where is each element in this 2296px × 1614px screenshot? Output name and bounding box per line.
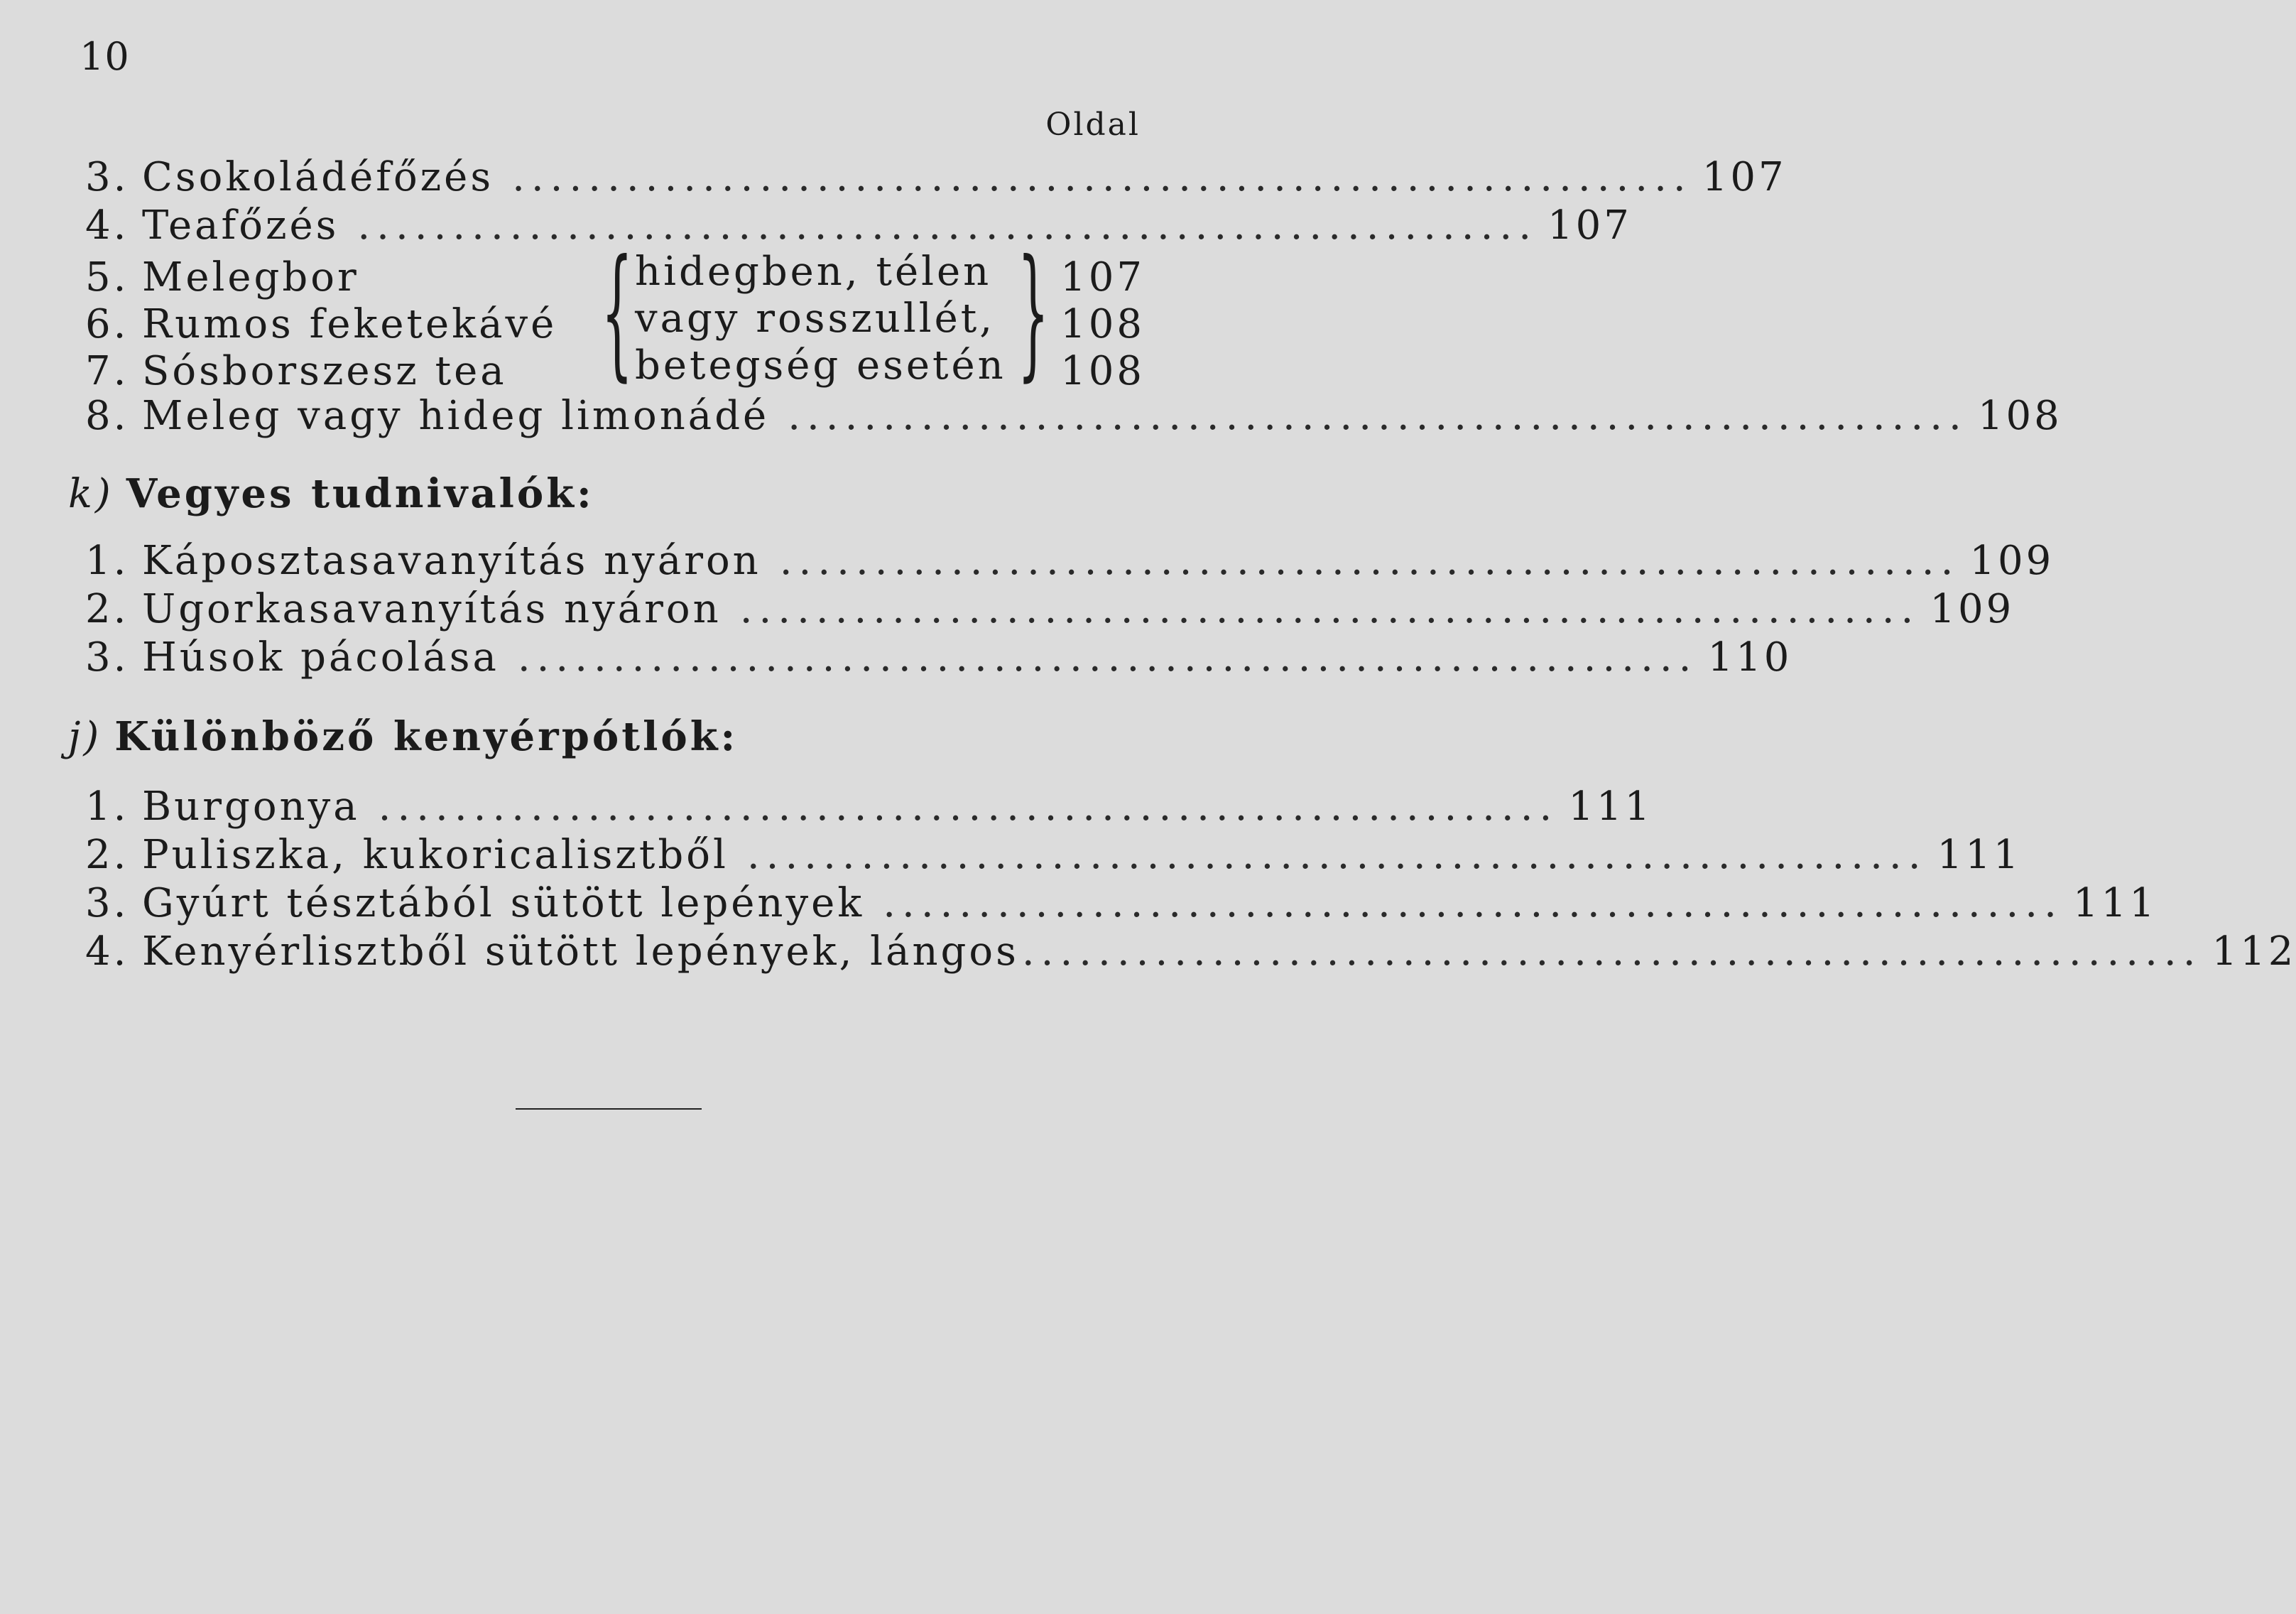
note-line: betegség esetén <box>635 342 1006 389</box>
page-number: 10 <box>80 34 130 79</box>
toc-entry <box>85 634 1792 681</box>
entry-title: Kenyérlisztből sütött lepények, lángos <box>142 928 1019 975</box>
entry-title: Káposztasavanyítás nyáron <box>142 538 761 584</box>
note-line: hidegben, télen <box>635 249 992 295</box>
note-line: vagy rosszullét, <box>635 296 996 342</box>
entry-page: 107 <box>1060 254 1145 300</box>
entry-title: Gyúrt tésztából sütött lepények <box>142 880 865 926</box>
entry-page: 108 <box>1060 301 1145 347</box>
entry-number: 4. <box>85 928 129 975</box>
toc-entry <box>85 538 2055 584</box>
leader-dots: .............................................................. <box>739 586 1920 632</box>
entry-page: 112 <box>2211 928 2296 975</box>
entry-number: 7. <box>85 348 129 394</box>
leader-dots: .............................................................. <box>746 832 1927 878</box>
entry-title: Sósborszesz tea <box>142 348 507 394</box>
section-letter: k) <box>68 471 114 517</box>
leader-dots: .............................................................. <box>1021 928 2202 975</box>
entry-page: 111 <box>1568 784 1653 830</box>
entry-page: 108 <box>1060 348 1145 394</box>
left-brace: { <box>601 229 634 395</box>
entry-title: Burgonya <box>142 784 360 830</box>
leader-dots: .............................................................. <box>512 154 1692 200</box>
entry-title: Ugorkasavanyítás nyáron <box>142 586 722 632</box>
entry-number: 2. <box>85 586 129 632</box>
section-title: Vegyes tudnivalók: <box>126 470 594 517</box>
toc-entry <box>85 586 2015 632</box>
entry-page: 111 <box>2072 880 2158 926</box>
entry-number: 8. <box>85 393 129 439</box>
toc-entry <box>85 928 2296 975</box>
section-letter: j) <box>68 714 102 760</box>
entry-title: Puliszka, kukoricalisztből <box>142 832 729 878</box>
entry-page: 107 <box>1547 202 1632 249</box>
entry-number: 2. <box>85 832 129 878</box>
entry-number: 3. <box>85 634 129 681</box>
entry-title: Csokoládéfőzés <box>142 154 494 200</box>
right-brace: } <box>1017 229 1050 395</box>
leader-dots: .............................................................. <box>788 393 1968 439</box>
entry-title: Melegbor <box>142 254 359 300</box>
entry-page: 111 <box>1937 832 2022 878</box>
toc-entry <box>85 832 2022 878</box>
entry-number: 1. <box>85 784 129 830</box>
entry-page: 108 <box>1977 393 2062 439</box>
entry-page: 109 <box>1969 538 2055 584</box>
entry-title: Teafőzés <box>142 202 339 249</box>
entry-page: 107 <box>1702 154 1787 200</box>
entry-number: 6. <box>85 301 129 347</box>
leader-dots: .............................................................. <box>517 634 1698 681</box>
entry-title: Rumos feketekávé <box>142 301 557 347</box>
entry-number: 3. <box>85 154 129 200</box>
end-rule <box>516 1108 702 1110</box>
entry-number: 5. <box>85 254 129 300</box>
entry-number: 4. <box>85 202 129 249</box>
leader-dots: .............................................................. <box>378 784 1559 830</box>
leader-dots: .............................................................. <box>883 880 2063 926</box>
toc-entry <box>85 393 2062 439</box>
leader-dots: .............................................................. <box>779 538 1960 584</box>
entry-number: 1. <box>85 538 129 584</box>
grouped-entries <box>85 229 1145 398</box>
entry-page: 110 <box>1707 634 1792 681</box>
column-header-oldal: Oldal <box>1045 107 1141 143</box>
toc-entry <box>85 880 2158 926</box>
section-heading-j <box>68 713 738 760</box>
toc-entry <box>85 154 1787 200</box>
section-heading-k <box>68 470 594 517</box>
leader-dots: .............................................................. <box>357 202 1538 249</box>
entry-page: 109 <box>1930 586 2015 632</box>
entry-title: Húsok pácolása <box>142 634 499 681</box>
toc-entry <box>85 784 1653 830</box>
entry-title: Meleg vagy hideg limonádé <box>142 393 770 439</box>
entry-number: 3. <box>85 880 129 926</box>
section-title: Különböző kenyérpótlók: <box>114 713 739 760</box>
